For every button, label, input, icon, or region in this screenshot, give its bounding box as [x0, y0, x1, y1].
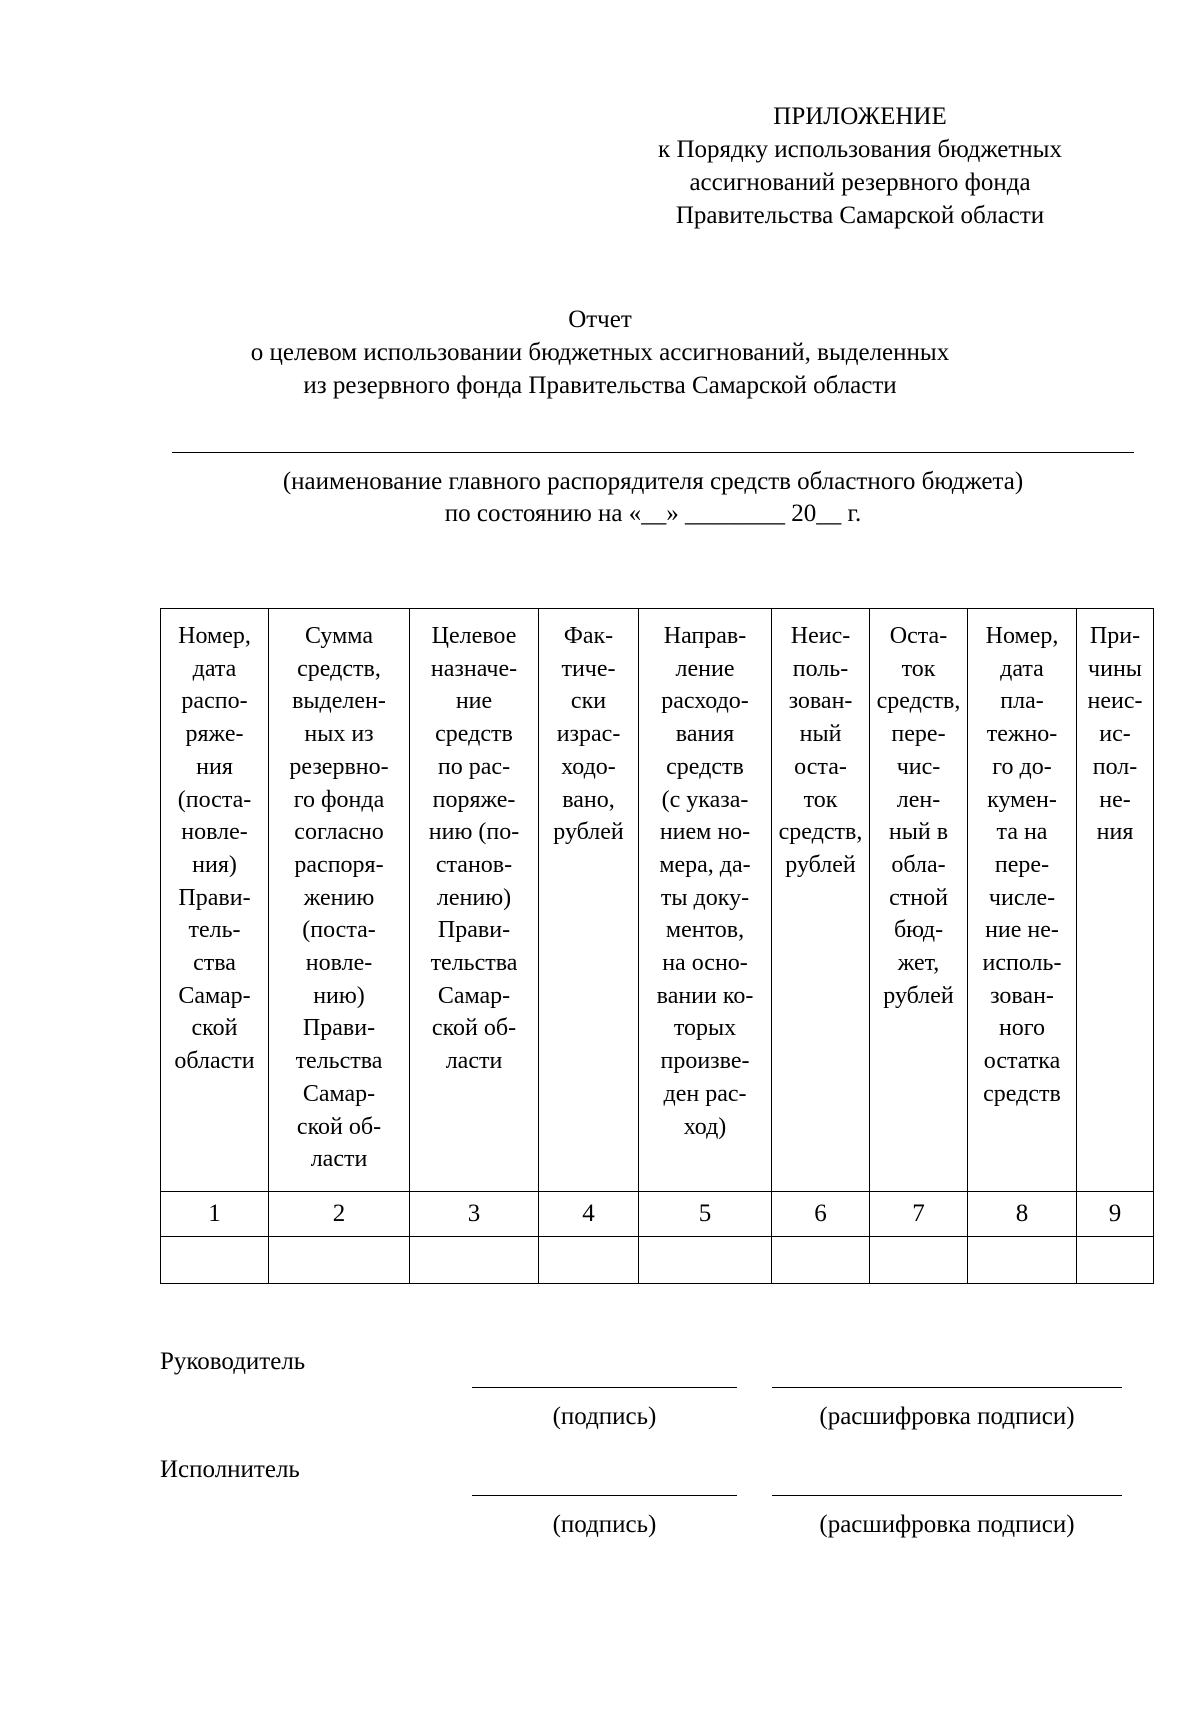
report-date-line: по состоянию на «__» ________ 20__ г. [444, 500, 862, 527]
header-text-line: ства [193, 950, 236, 977]
appendix-block [600, 100, 1120, 232]
header-text-line: Оста- [889, 623, 948, 649]
header-text-line: ние [455, 688, 493, 715]
header-text-line: распоря- [294, 851, 384, 878]
header-cell [1077, 609, 1154, 1192]
header-text-line: пере- [891, 721, 946, 748]
header-text-line: не- [1099, 786, 1131, 813]
header-text-line: Самар- [178, 982, 251, 1009]
recipient-name-line[interactable] [172, 452, 1134, 453]
header-text-line: назначе- [430, 655, 518, 682]
header-text-line: ряже- [185, 721, 244, 748]
empty-cell[interactable] [639, 1237, 772, 1284]
executor-decode-line[interactable] [772, 1495, 1122, 1496]
header-text-line: средств [666, 753, 744, 780]
recipient-caption-block [172, 466, 1134, 530]
header-cell [161, 609, 269, 1192]
header-text-line: Номер, [985, 623, 1059, 649]
empty-cell[interactable] [968, 1237, 1077, 1284]
header-text-line: по рас- [437, 753, 511, 780]
header-text-line: зован- [990, 982, 1054, 1009]
header-text-line: ской [191, 1015, 238, 1042]
appendix-line: Правительства Самарской области [675, 202, 1045, 229]
header-text-line: (поста- [177, 786, 252, 813]
empty-cell[interactable] [1077, 1237, 1154, 1284]
header-text-line: резервно- [289, 753, 389, 780]
header-text-line: области [174, 1048, 255, 1075]
header-text-line: тель- [188, 917, 241, 944]
header-text-line: Самар- [302, 1080, 376, 1107]
header-text-line: тиче- [561, 655, 616, 682]
header-text-line: жет, [897, 950, 940, 977]
header-text-line: обла- [891, 851, 946, 878]
header-text-line: ты доку- [660, 884, 750, 911]
empty-cell[interactable] [410, 1237, 539, 1284]
header-text-line: ток [803, 786, 838, 813]
header-text-line: поль- [792, 655, 849, 682]
header-text-line: произве- [660, 1048, 750, 1075]
header-text-line: го фонда [293, 786, 385, 813]
column-number: 8 [968, 1192, 1077, 1237]
header-text-line: рублей [785, 851, 856, 878]
header-text-line: ской об- [431, 1015, 517, 1042]
header-text-line: чис- [896, 753, 941, 780]
head-signature-caption: (подпись) [552, 1403, 657, 1430]
header-text-line: ного [998, 1015, 1046, 1042]
header-cell [639, 609, 772, 1192]
header-text-line: выделен- [292, 688, 386, 715]
header-text-line: расходо- [661, 688, 749, 715]
header-text-line: ния) [192, 851, 237, 878]
header-text-line: Прави- [302, 1015, 376, 1042]
header-text-line: вано, [562, 786, 615, 813]
header-text-line: числе- [988, 884, 1056, 911]
header-text-line: кумен- [987, 786, 1057, 813]
header-text-line: ской об- [296, 1113, 382, 1140]
table-header-row [161, 609, 1154, 1192]
header-text-line: ление [675, 655, 735, 682]
head-decode-line[interactable] [772, 1387, 1122, 1388]
header-text-line: Номер, [178, 623, 251, 649]
appendix-heading: ПРИЛОЖЕНИЕ [773, 103, 947, 130]
header-text-line: ния [196, 753, 233, 780]
executor-decode-caption: (расшифровка подписи) [819, 1511, 1075, 1538]
header-text-line: ласти [445, 1048, 503, 1075]
header-text-line: торых [673, 1015, 737, 1042]
header-text-line: нию) [313, 982, 365, 1009]
table-row [161, 1237, 1154, 1284]
header-text-line: остатка [983, 1048, 1061, 1075]
header-text-line: чины [1088, 655, 1142, 682]
head-label: Руководитель [160, 1348, 306, 1375]
executor-signature-line[interactable] [472, 1495, 737, 1496]
header-text-line: ски [570, 688, 607, 715]
executor-label: Исполнитель [160, 1456, 300, 1483]
header-text-line: тежно- [986, 721, 1058, 748]
header-text-line: новле- [181, 819, 248, 846]
header-text-line: Фак- [563, 623, 614, 649]
column-number: 5 [639, 1192, 772, 1237]
header-text-line: Самар- [437, 982, 511, 1009]
head-decode-caption: (расшифровка подписи) [819, 1403, 1075, 1430]
header-text-line: Прави- [178, 884, 251, 911]
header-text-line: бюд- [893, 917, 944, 944]
header-text-line: го до- [992, 753, 1052, 780]
appendix-line: к Порядку использования бюджетных [658, 136, 1062, 163]
header-text-line: вании ко- [656, 982, 754, 1009]
empty-cell[interactable] [539, 1237, 639, 1284]
header-text-line: средств [983, 1080, 1061, 1107]
header-text-line: (поста- [302, 917, 376, 944]
header-text-line: (с указа- [661, 786, 749, 813]
header-text-line: лен- [896, 786, 941, 813]
column-number: 4 [539, 1192, 639, 1237]
empty-cell[interactable] [269, 1237, 410, 1284]
column-number: 2 [269, 1192, 410, 1237]
header-text-line: Целевое [431, 623, 517, 649]
header-text-line: ный [799, 721, 842, 748]
header-text-line: согласно [294, 819, 384, 846]
header-text-line: Направ- [663, 623, 747, 649]
header-text-line: средств, [297, 655, 381, 682]
header-text-line: Прави- [437, 917, 511, 944]
head-signature-line[interactable] [472, 1387, 737, 1388]
header-text-line: неис- [1087, 688, 1143, 715]
column-number: 9 [1077, 1192, 1154, 1237]
header-text-line: ласти [310, 1146, 368, 1173]
header-text-line: пере- [994, 851, 1050, 878]
header-cell [870, 609, 968, 1192]
header-text-line: пла- [1000, 688, 1044, 715]
header-text-line: зован- [788, 688, 853, 715]
header-text-line: ный в [888, 819, 949, 846]
header-text-line: ных из [304, 721, 374, 748]
header-text-line: новле- [305, 950, 373, 977]
header-cell [968, 609, 1077, 1192]
report-table [160, 608, 1154, 1284]
header-text-line: средств [435, 721, 513, 748]
header-text-line: дата [192, 655, 237, 682]
header-text-line: ток [901, 655, 936, 682]
header-text-line: Сумма [305, 623, 373, 649]
header-text-line: вания [675, 721, 735, 748]
header-text-line: пол- [1092, 753, 1138, 780]
header-text-line: При- [1089, 623, 1141, 649]
header-text-line: рублей [883, 982, 954, 1009]
header-text-line: ис- [1099, 721, 1131, 748]
empty-cell[interactable] [772, 1237, 870, 1284]
header-text-line: ние не- [985, 917, 1059, 944]
header-text-line: нию (по- [428, 819, 520, 846]
executor-signature-caption: (подпись) [552, 1511, 657, 1538]
header-text-line: тельства [430, 950, 518, 977]
header-text-line: тельства [295, 1048, 383, 1075]
header-text-line: та на [996, 819, 1048, 846]
header-text-line: дата [1000, 655, 1044, 682]
header-text-line: ден рас- [663, 1080, 747, 1107]
header-text-line: оста- [794, 753, 847, 780]
header-cell [410, 609, 539, 1192]
report-subtitle-line: из резервного фонда Правительства Самарской области [303, 372, 897, 399]
column-number: 1 [161, 1192, 269, 1237]
report-title-block [180, 303, 1020, 402]
header-text-line: станов- [435, 851, 513, 878]
header-text-line: нием но- [659, 819, 751, 846]
header-text-line: ментов, [665, 917, 745, 944]
header-text-line: жению [303, 884, 375, 911]
header-text-line: стной [889, 884, 948, 911]
appendix-line: ассигнований резервного фонда [689, 169, 1031, 196]
table-number-row [161, 1192, 1154, 1237]
header-cell [539, 609, 639, 1192]
header-text-line: средств, [876, 688, 961, 715]
report-subtitle-line: о целевом использовании бюджетных ассигнований, выделенных [250, 339, 950, 366]
header-cell [269, 609, 410, 1192]
header-text-line: рублей [553, 819, 624, 846]
header-text-line: распо- [181, 688, 248, 715]
header-text-line: израс- [556, 721, 621, 748]
header-text-line: средств, [778, 819, 863, 846]
column-number: 6 [772, 1192, 870, 1237]
header-text-line: поряже- [432, 786, 516, 813]
header-text-line: на осно- [662, 950, 748, 977]
column-number: 7 [870, 1192, 968, 1237]
header-text-line: ход) [683, 1113, 727, 1140]
empty-cell[interactable] [161, 1237, 269, 1284]
header-text-line: ходо- [561, 753, 616, 780]
header-text-line: лению) [436, 884, 512, 911]
empty-cell[interactable] [870, 1237, 968, 1284]
recipient-caption: (наименование главного распорядителя средств областного бюджета) [282, 468, 1024, 495]
column-number: 3 [410, 1192, 539, 1237]
header-text-line: Неис- [790, 623, 851, 649]
header-text-line: исполь- [982, 950, 1062, 977]
header-text-line: ния [1096, 819, 1134, 846]
header-text-line: мера, да- [659, 851, 751, 878]
report-title: Отчет [568, 306, 632, 333]
header-cell [772, 609, 870, 1192]
